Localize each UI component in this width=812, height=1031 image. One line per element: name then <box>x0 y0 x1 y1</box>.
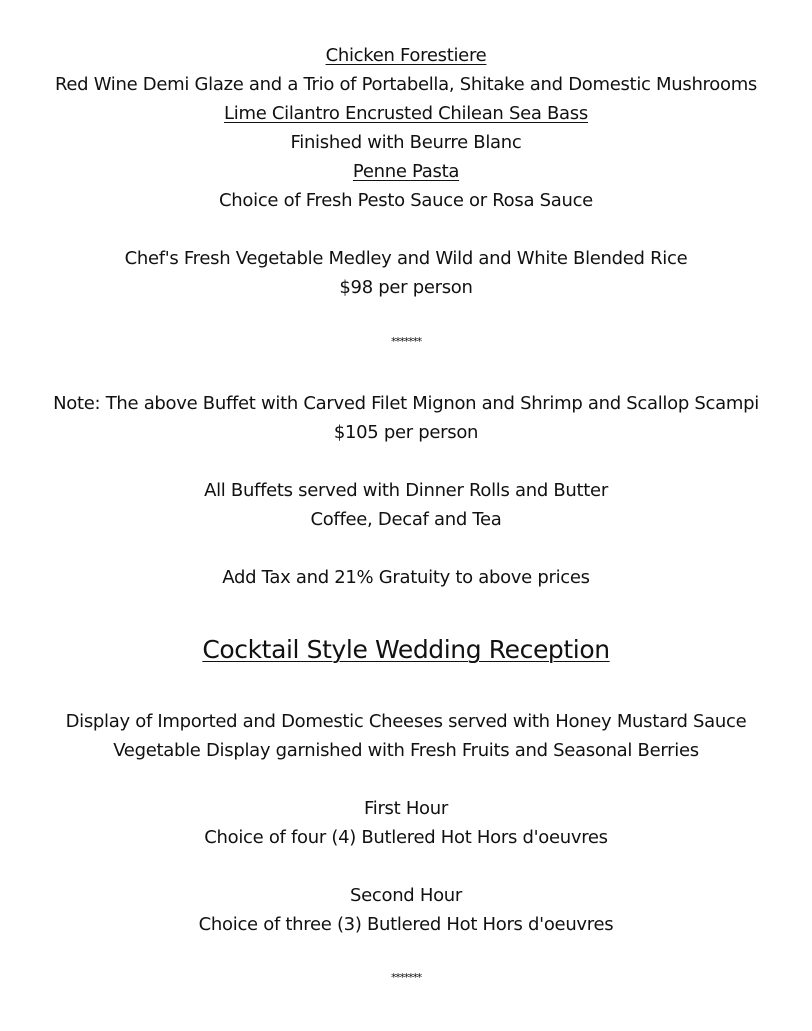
separator-2: ******* <box>390 971 422 984</box>
entree-desc-chicken: Red Wine Demi Glaze and a Trio of Portabella, Shitake and Domestic Mushrooms <box>54 74 758 95</box>
entree-title-text: Lime Cilantro Encrusted Chilean Sea Bass <box>224 103 588 124</box>
entree-title-text: Penne Pasta <box>352 161 460 182</box>
tax-note: Add Tax and 21% Gratuity to above prices <box>222 567 590 588</box>
entree-title-chicken <box>0 44 812 68</box>
first-hour-desc: Choice of four (4) Butlered Hot Hors d'oeuvres <box>204 827 608 848</box>
cocktail-heading-text: Cocktail Style Wedding Reception <box>202 635 610 664</box>
entree-desc-sea-bass: Finished with Beurre Blanc <box>290 132 522 153</box>
entree-desc-pasta: Choice of Fresh Pesto Sauce or Rosa Sauce <box>219 190 593 211</box>
separator-1: ******* <box>390 335 422 348</box>
note-price: $105 per person <box>333 422 479 443</box>
note-text: Note: The above Buffet with Carved Filet Mignon and Shrimp and Scallop Scampi <box>53 393 759 414</box>
entree-title-sea-bass <box>0 102 812 126</box>
cheese-display-text: Display of Imported and Domestic Cheeses served with Honey Mustard Sauce <box>65 711 747 732</box>
vegetable-display-text: Vegetable Display garnished with Fresh Fruits and Seasonal Berries <box>113 740 699 761</box>
cocktail-heading <box>0 634 812 666</box>
sides-text: Chef's Fresh Vegetable Medley and Wild and White Blended Rice <box>124 248 688 269</box>
entree-title-text: Chicken Forestiere <box>325 45 487 66</box>
beverages-text: Coffee, Decaf and Tea <box>310 509 502 530</box>
served-with-text: All Buffets served with Dinner Rolls and Butter <box>204 480 608 501</box>
first-hour-title: First Hour <box>364 798 448 819</box>
entree-title-pasta <box>0 160 812 184</box>
buffet-price: $98 per person <box>339 277 473 298</box>
second-hour-desc: Choice of three (3) Butlered Hot Hors d'oeuvres <box>198 914 614 935</box>
second-hour-title: Second Hour <box>349 885 463 906</box>
